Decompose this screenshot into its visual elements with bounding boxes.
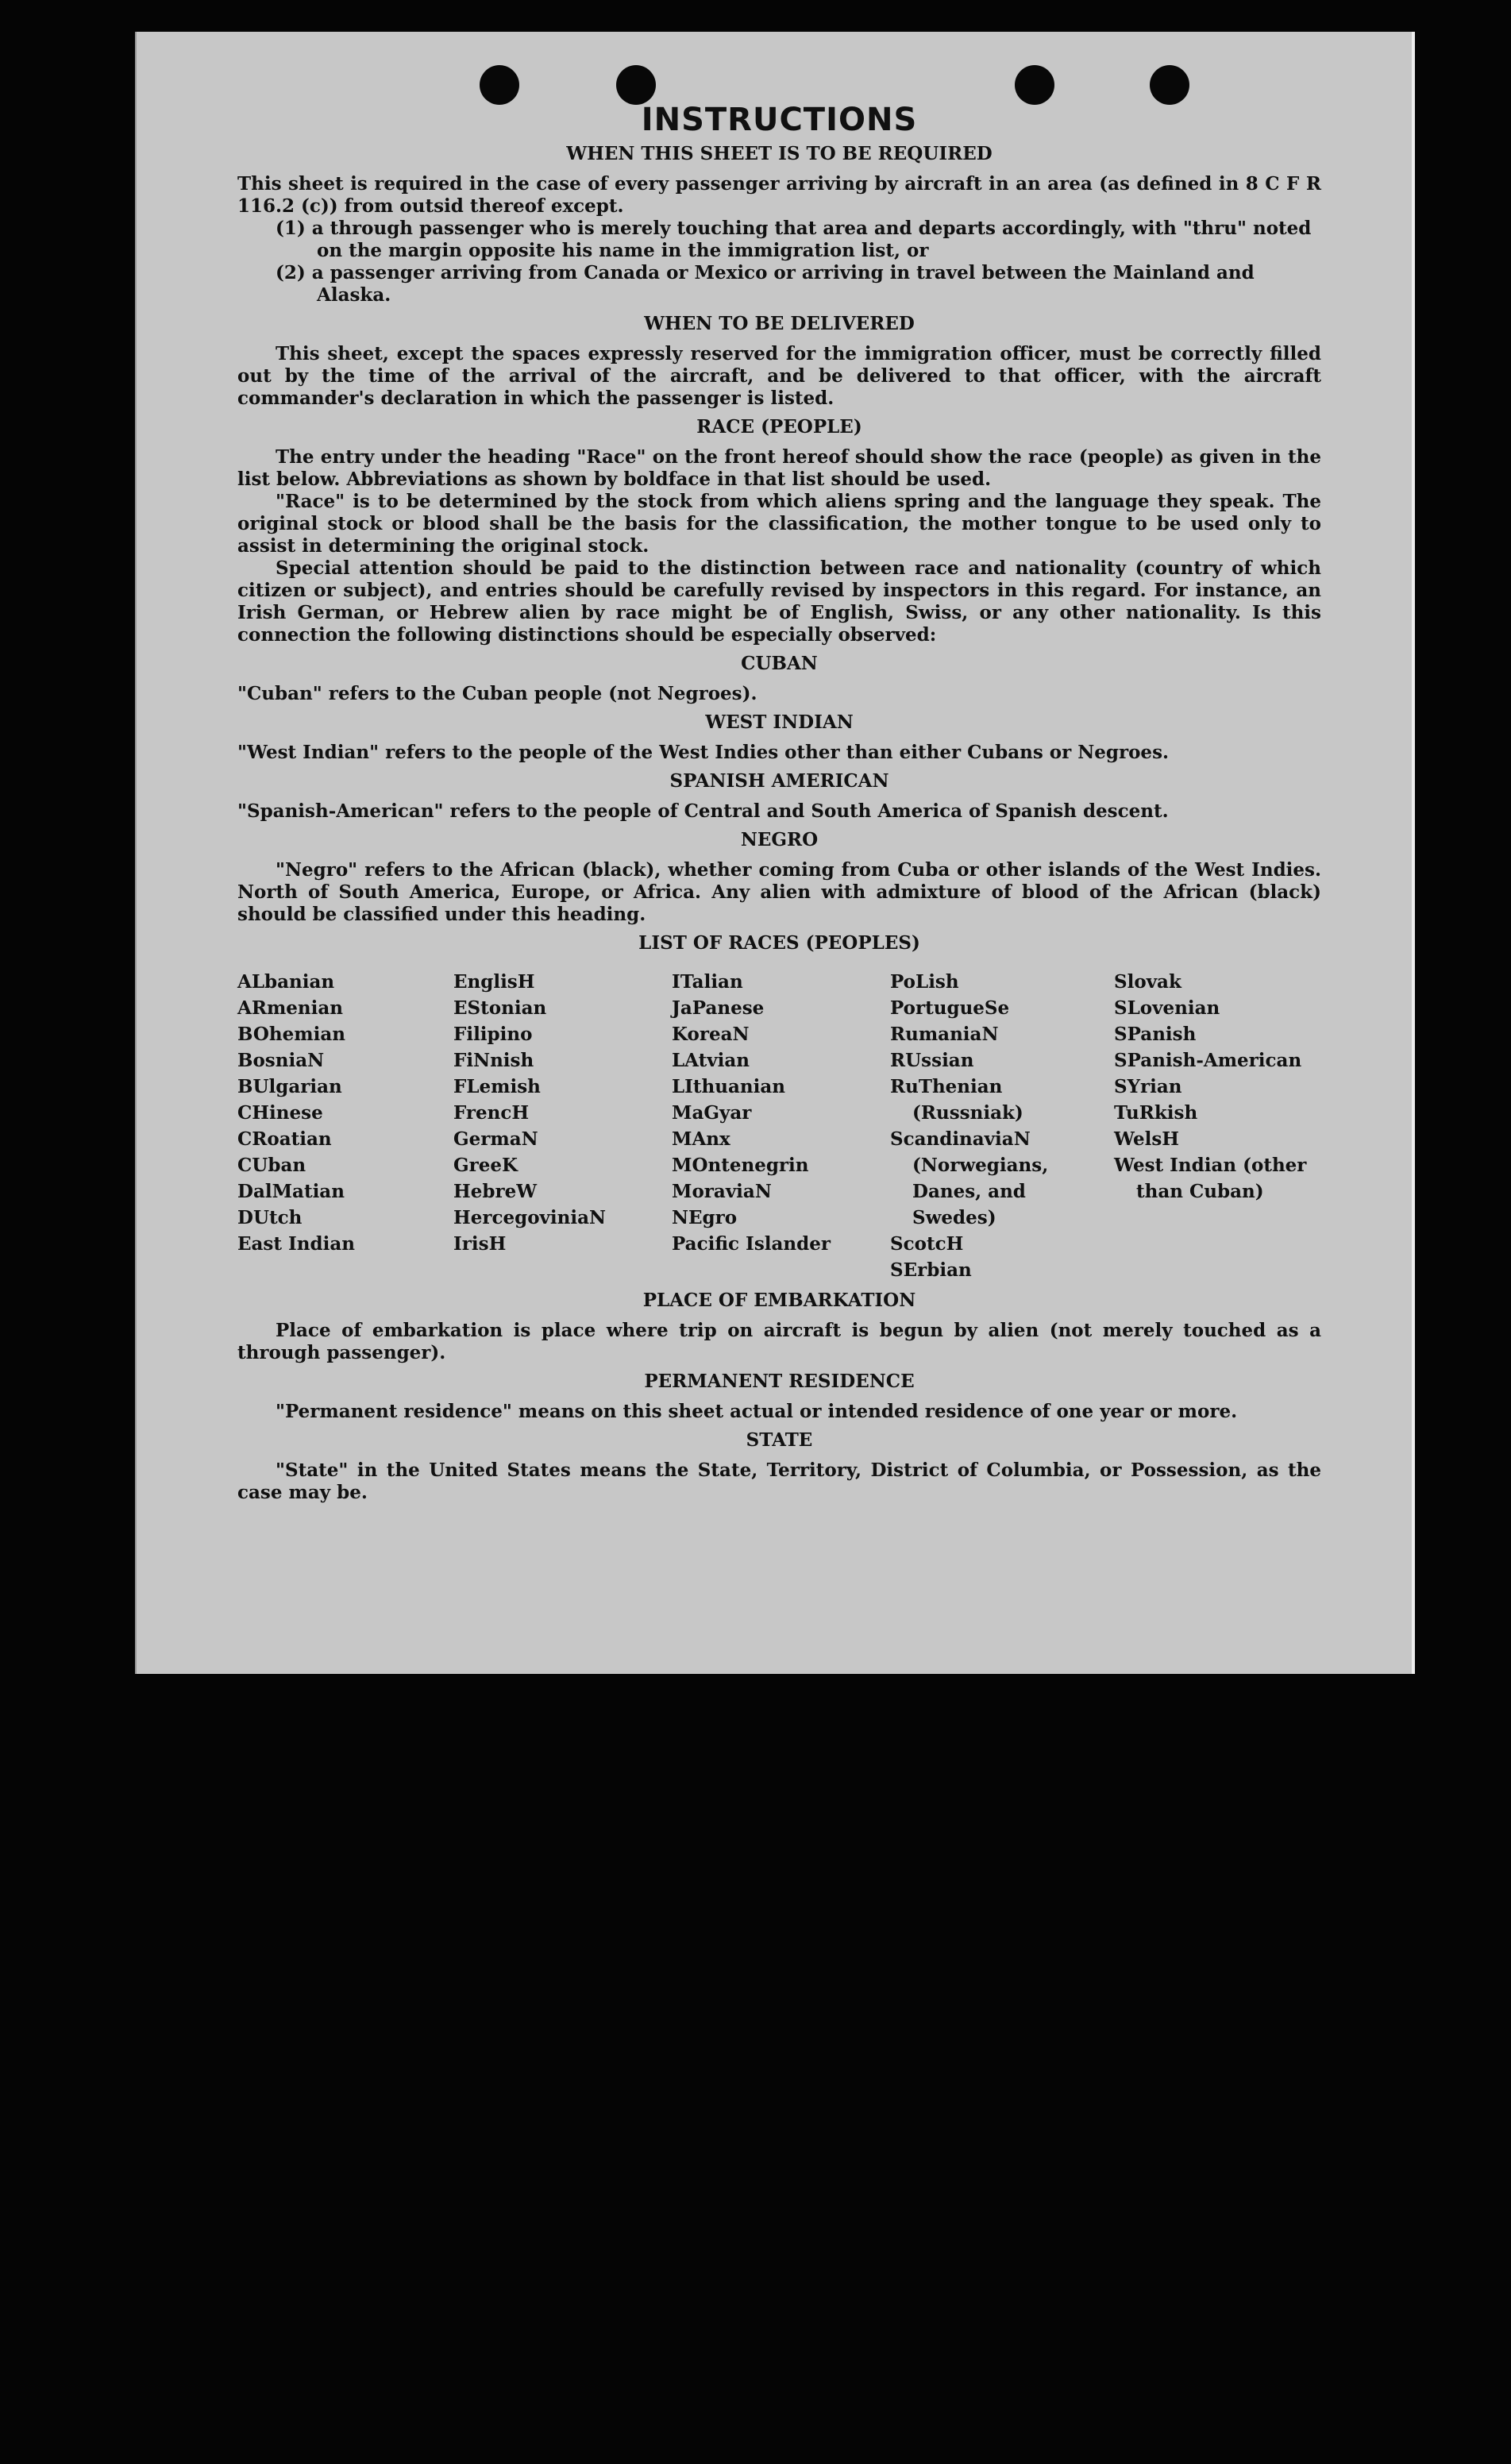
heading-west-indian: WEST INDIAN [705,711,854,733]
document-sheet [135,32,1415,1674]
exception-item: (2) a passenger arriving from Canada or Mexico or arriving in travel between the Mainland and Alaska. [276,262,1255,306]
race-item: SErbian [890,1259,972,1281]
race-item: EnglisH [453,971,535,993]
race-item: NEgro [672,1207,738,1228]
race-item: MoraviaN [672,1181,772,1202]
race-item: CUban [237,1155,306,1176]
heading-permanent-residence: PERMANENT RESIDENCE [644,1371,915,1392]
heading-when-required: WHEN THIS SHEET IS TO BE REQUIRED [566,143,993,164]
paragraph-state: "State" in the United States means the State, Territory, District of Columbia, or Possession, as the case may be. [237,1460,1321,1503]
heading-race-list: LIST OF RACES (PEOPLES) [638,932,920,954]
race-item: CRoatian [237,1128,332,1150]
heading-state: STATE [746,1429,813,1451]
paragraph-when-required: This sheet is required in the case of every passenger arriving by aircraft in an area (as defined in 8 C F R 116.2 (c)) from outsid thereof except. [237,173,1321,217]
race-item: Slovak [1114,971,1181,993]
paragraph-when-delivered: This sheet, except the spaces expressly reserved for the immigration officer, must be correctly filled out by the time of the arrival of the aircraft, and be delivered to that officer, with the aircraft commander's declaration in which the passenger is listed. [237,343,1321,409]
exception-item: (1) a through passenger who is merely touching that area and departs accordingly, with "thru" noted on the margin opposite his name in the immigration list, or [276,218,1312,261]
paragraph-spanish-american: "Spanish-American" refers to the people of Central and South America of Spanish descent. [237,800,1169,822]
race-item: GreeK [453,1155,518,1176]
paragraph-race-3: Special attention should be paid to the distinction between race and nationality (country of which citizen or subject), and entries should be carefully revised by inspectors in this regard. For instance, an Irish German, or Hebrew alien by race might be of English, Swiss, or any other nationality. Is this connection the following distinctions should be especially observed: [237,557,1321,646]
race-item: DalMatian [237,1181,345,1202]
race-item: GermaN [453,1128,538,1150]
race-item: CHinese [237,1102,323,1124]
race-item: EStonian [453,997,547,1019]
race-item: TuRkish [1114,1102,1198,1124]
paragraph-race-1: The entry under the heading "Race" on the front hereof should show the race (people) as given in the list below. Abbreviations as shown by boldface in that list should be used. [237,446,1321,490]
race-item: JaPanese [672,997,765,1019]
race-item: LAtvian [672,1050,750,1071]
heading-spanish-american: SPANISH AMERICAN [669,770,889,792]
race-item: Filipino [453,1024,533,1045]
race-column [672,969,890,1283]
heading-negro: NEGRO [740,829,819,850]
race-item: WelsH [1114,1128,1180,1150]
race-list [237,969,1321,1283]
race-item: BUlgarian [237,1076,342,1097]
page-title: INSTRUCTIONS [641,102,918,138]
paragraph-cuban: "Cuban" refers to the Cuban people (not Negroes). [237,683,757,704]
document-body [237,102,1321,1504]
race-item: LIthuanian [672,1076,785,1097]
race-item: BosniaN [237,1050,325,1071]
race-item: SPanish [1114,1024,1197,1045]
punch-hole [480,65,519,105]
race-item: HebreW [453,1181,538,1202]
race-column [453,969,672,1283]
race-column [1114,969,1321,1283]
race-item: KoreaN [672,1024,750,1045]
exception-list [237,218,1321,307]
race-item: IrisH [453,1233,507,1255]
race-item: BOhemian [237,1024,345,1045]
paragraph-negro: "Negro" refers to the African (black), whether coming from Cuba or other islands of the West Indies. North of South America, Europe, or Africa. Any alien with admixture of blood of the African (black) should be classified under this heading. [237,859,1321,925]
paragraph-embarkation: Place of embarkation is place where trip on aircraft is begun by alien (not merely touched as a through passenger). [237,1320,1321,1363]
race-item: MOntenegrin [672,1155,809,1176]
race-item: MaGyar [672,1102,752,1124]
race-item: West Indian (other than Cuban) [1114,1155,1307,1202]
race-item: ScandinaviaN (Norwegians, Danes, and Swedes) [890,1128,1049,1228]
race-item: SYrian [1114,1076,1182,1097]
race-item: FiNnish [453,1050,534,1071]
race-item: RUssian [890,1050,974,1071]
race-item: RuThenian (Russniak) [890,1076,1023,1124]
race-item: ScotcH [890,1233,964,1255]
race-item: SPanish-American [1114,1050,1302,1071]
race-item: MAnx [672,1128,730,1150]
race-item: FrencH [453,1102,530,1124]
race-item: FLemish [453,1076,541,1097]
race-item: ITalian [672,971,743,993]
punch-hole [616,65,656,105]
race-column [890,969,1114,1283]
race-item: RumaniaN [890,1024,999,1045]
race-item: Pacific Islander [672,1233,831,1255]
race-item: PortugueSe [890,997,1010,1019]
race-item: PoLish [890,971,959,993]
heading-embarkation: PLACE OF EMBARKATION [642,1290,916,1311]
paragraph-west-indian: "West Indian" refers to the people of the West Indies other than either Cubans or Negroes. [237,742,1170,763]
race-item: DUtch [237,1207,303,1228]
heading-cuban: CUBAN [741,653,818,674]
paragraph-race-2: "Race" is to be determined by the stock from which aliens spring and the language they speak. The original stock or blood shall be the basis for the classification, the mother tongue to be used only to assist in determining the original stock. [237,491,1321,557]
race-item: East Indian [237,1233,355,1255]
paragraph-permanent-residence: "Permanent residence" means on this sheet actual or intended residence of one year or more. [276,1401,1238,1422]
punch-hole [1150,65,1189,105]
race-item: ALbanian [237,971,335,993]
race-column [237,969,453,1283]
race-item: SLovenian [1114,997,1220,1019]
race-item: ARmenian [237,997,344,1019]
punch-hole [1015,65,1054,105]
heading-race: RACE (PEOPLE) [696,416,862,438]
race-item: HercegoviniaN [453,1207,607,1228]
heading-when-delivered: WHEN TO BE DELIVERED [644,313,915,334]
